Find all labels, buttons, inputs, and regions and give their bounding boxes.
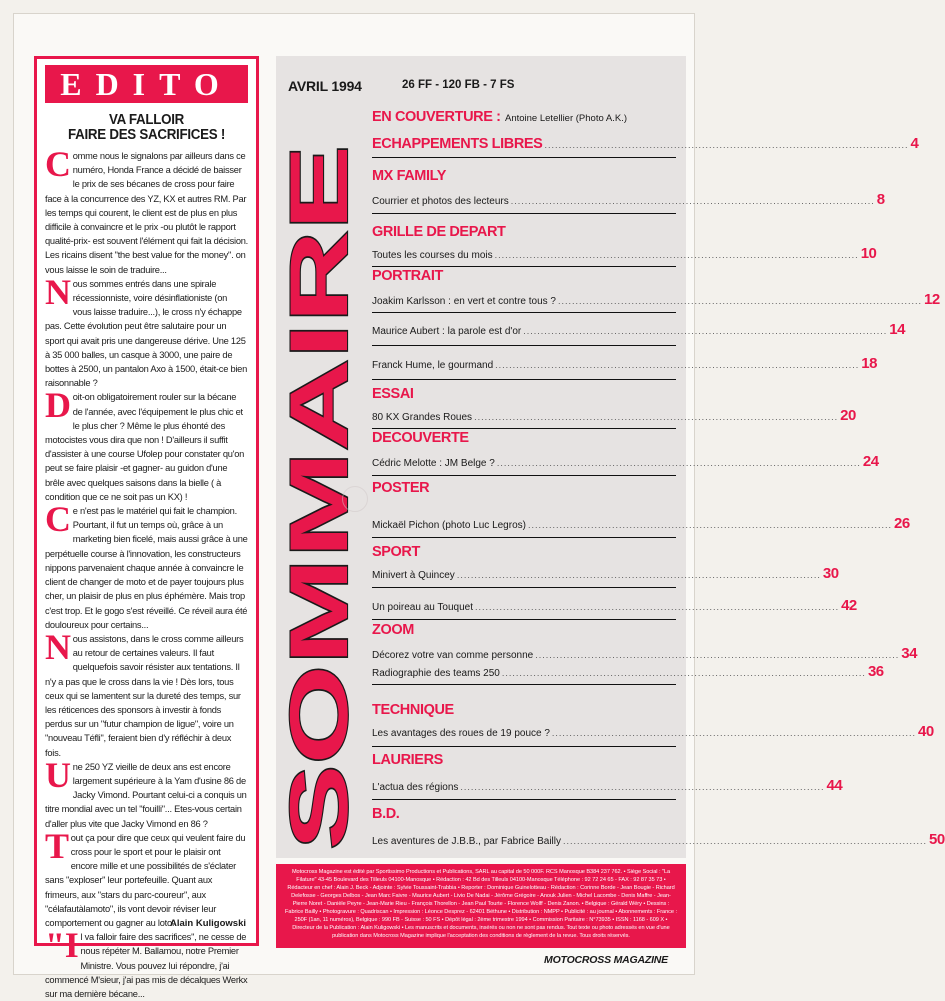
drop-cap: U xyxy=(45,754,71,795)
toc-label: Cédric Melotte : JM Belge ? xyxy=(372,458,495,469)
divider xyxy=(372,157,676,158)
toc-label: Toutes les courses du mois xyxy=(372,250,493,261)
toc-page-number: 8 xyxy=(876,191,885,208)
toc-label: ECHAPPEMENTS LIBRES xyxy=(372,136,543,152)
leader-dots: ........................................................................................................ xyxy=(475,602,840,612)
toc-page-number: 10 xyxy=(860,245,877,262)
section-poster: POSTER xyxy=(372,480,430,496)
magazine-page xyxy=(14,14,945,999)
leader-dots: ........................................................................................................ xyxy=(495,360,860,370)
issue-date: AVRIL 1994 xyxy=(288,78,362,94)
divider xyxy=(372,684,676,685)
toc-page-number: 24 xyxy=(862,453,879,470)
divider xyxy=(372,619,676,620)
section-lauriers: LAURIERS xyxy=(372,752,443,768)
section-technique: TECHNIQUE xyxy=(372,702,454,718)
drop-cap: C xyxy=(45,499,71,540)
toc-page-number: 40 xyxy=(917,723,934,740)
toc-page-number: 50 xyxy=(929,831,945,848)
paragraph-text: ous assistons, dans le cross comme ailleurs au retour de certaines valeurs. Il faut quelquefois savoir résister aux tentations. Il n'y a pas que le cross dans la vie ! Dès lors, tous ceux qui se lamentent sur la dureté des temps, sur les réticences des sponsors à investir à fonds perdus sur un "futur champion de ligue", voire un "nouveau Téfli", feraient bien d'y réfléchir à deux fois. xyxy=(45,633,244,758)
cover-credit: Antoine Letellier (Photo A.K.) xyxy=(505,113,627,124)
edito-body xyxy=(37,144,256,1001)
toc-page-number: 26 xyxy=(894,515,910,532)
toc-row-kx80[interactable] xyxy=(372,407,856,424)
edito-paragraph xyxy=(45,754,248,831)
edito-title xyxy=(53,113,240,143)
edito-paragraph xyxy=(45,925,248,1001)
toc-label: Mickaël Pichon (photo Luc Legros) xyxy=(372,520,526,531)
edito-paragraph xyxy=(45,626,248,760)
section-mx-family: MX FAMILY xyxy=(372,168,447,184)
paragraph-text: oit-on obligatoirement rouler sur la bécane de l'année, avec l'équipement le plus chic et le plus cher ? Même le plus éhonté des motocistes vous dira que non ! D'ailleurs il suffit d'assister à une course Ufolep pour constater qu'on peut se faire plaisir -et gagner- au guidon d'une brêle avec quelques saisons dans la bielle ( à condition que ce ne soit pas un KX) ! xyxy=(45,392,245,502)
edito-paragraph xyxy=(45,271,248,391)
toc-label: Courrier et photos des lecteurs xyxy=(372,196,509,207)
leader-dots: ........................................................................................................ xyxy=(456,570,821,580)
divider xyxy=(372,345,676,346)
divider xyxy=(372,428,676,429)
leader-dots: ........................................................................................................ xyxy=(544,140,909,150)
toc-row-courrier[interactable] xyxy=(372,191,885,208)
divider xyxy=(372,587,676,588)
divider xyxy=(372,213,676,214)
paragraph-text: ne 250 YZ vieille de deux ans est encore largement supérieure à la Yam d'usine 86 de Jacky Vimond. Pourtant celui-ci a conquis un titre mondial avec un tel "fouilli"... Etes-vous certain d'aller plus vite que Jacky Vimond en 86 ? xyxy=(45,761,247,829)
toc-row-decorez[interactable] xyxy=(372,645,917,662)
toc-label: 80 KX Grandes Roues xyxy=(372,412,473,423)
section-decouverte: DECOUVERTE xyxy=(372,430,469,446)
edito-banner: EDITO xyxy=(45,65,248,103)
toc-label: Maurice Aubert : la parole est d'or xyxy=(372,326,522,337)
toc-row-quincey[interactable] xyxy=(372,565,839,582)
toc-row-echappements[interactable] xyxy=(372,135,919,152)
toc-row-teams[interactable] xyxy=(372,663,884,680)
leader-dots: ........................................................................................................ xyxy=(523,326,888,336)
toc-page-number: 4 xyxy=(910,135,919,152)
edito-title-line-2: FAIRE DES SACRIFICES ! xyxy=(67,127,226,143)
toc-row-regions[interactable] xyxy=(372,777,843,794)
toc-page-number: 14 xyxy=(889,321,905,338)
divider xyxy=(372,475,676,476)
drop-cap: D xyxy=(45,385,71,426)
sommaire-panel xyxy=(274,56,945,858)
toc-label: L'actua des régions xyxy=(372,782,459,793)
toc-page-number: 12 xyxy=(924,291,940,308)
toc-label: Décorez votre van comme personne xyxy=(372,650,534,661)
drop-cap: C xyxy=(45,144,71,184)
divider xyxy=(372,379,676,380)
toc-page-number: 42 xyxy=(841,597,857,614)
leader-dots: ........................................................................................................ xyxy=(474,412,839,422)
drop-cap: T xyxy=(45,825,69,866)
faint-stamp-mark xyxy=(342,486,368,512)
issue-price: 26 FF - 120 FB - 7 FS xyxy=(402,79,515,91)
paragraph-text: out ça pour dire que ceux qui veulent faire du cross pour le sport et pour le plaisir ont encore mille et une possibilités de s'éclater sans "exploser" leur portefeuille. Quant aux frimeurs, aux "stars du parc-coureur", aux "célafautàlamoto", ils vont devoir réviser leur comportement ou gagner au loto. xyxy=(45,832,246,928)
edito-signature: Alain Kuligowski xyxy=(169,918,246,929)
leader-dots: ........................................................................................................ xyxy=(535,650,900,660)
sommaire-vertical-text: SOMMAIRE xyxy=(274,399,365,850)
edito-box xyxy=(34,56,259,999)
toc-label: Joakim Karlsson : en vert et contre tous ? xyxy=(372,296,556,307)
leader-dots: ........................................................................................................ xyxy=(551,728,916,738)
toc-label: Minivert à Quincey xyxy=(372,570,455,581)
section-essai: ESSAI xyxy=(372,386,414,402)
cover-label: EN COUVERTURE : xyxy=(372,109,501,125)
toc-page-number: 18 xyxy=(861,355,877,372)
divider xyxy=(372,312,676,313)
toc-page-number: 36 xyxy=(867,663,884,680)
section-bd: B.D. xyxy=(372,806,400,822)
toc-label: Radiographie des teams 250 xyxy=(372,668,500,679)
toc-label: Un poireau au Touquet xyxy=(372,602,474,613)
toc-row-roues19[interactable] xyxy=(372,723,934,740)
edito-paragraph xyxy=(45,385,248,504)
leader-dots: ........................................................................................................ xyxy=(494,250,859,260)
paragraph-text: l va falloir faire des sacrifices", ne cesse de nous répéter M. Ballamou, notre Premier Ministre. Vous pouvez lui répondre, j'ai commencé M'sieur, j'ai pas mis de décalques Werkx sur ma dernière bécane... xyxy=(45,932,248,999)
toc-row-pichon[interactable] xyxy=(372,515,910,532)
toc-page-number: 44 xyxy=(826,777,843,794)
leader-dots: ........................................................................................................ xyxy=(460,782,825,792)
toc-page-number: 30 xyxy=(822,565,839,582)
toc-page-number: 34 xyxy=(901,645,917,662)
paragraph-text: e n'est pas le matériel qui fait le champion. Pourtant, il fut un temps où, grâce à un marketing bien ficelé, mais aussi grâce à une perpétuelle course à l'innovation, les constructeurs nippons parvenaient chaque année à convaincre le client de changer de moto et de payer toujours plus cher, un plaisir de plus en plus éphémère. Mais trop c'est trop. Et le gogo s'est réveillé. Ce réveil aura été douloureux pour certains... xyxy=(45,506,248,630)
leader-dots: ........................................................................................................ xyxy=(510,196,875,206)
edito-title-line-1: VA FALLOIR xyxy=(108,112,185,128)
magazine-footer: MOTOCROSS MAGAZINE xyxy=(544,954,668,966)
section-grille: GRILLE DE DEPART xyxy=(372,224,506,240)
toc-label: Les avantages des roues de 19 pouce ? xyxy=(372,728,550,739)
publication-credits: Motocross Magazine est édité par Sportissimo Productions et Publications, SARL au capital de 50 000F. RCS Manosque B384 237 762. • Siège Social : "La Filature" 43-45 Boulevard des Tilleuls 04100-Manosque • Rédaction : 42 Bd des Tilleuls 04100-Manosque Téléphone : 92 72 24 65 - FAX : 92 87 35 73 • Rédacteur en chef : Alain J. Beck - Adjointe : Sylvie Toussaint-Trabbia • Reporter : Dominique Guinelotteau - Rédaction : Corinne Borde - Jean Bougie - Richard Delefosse - Georges Delbos - Jean Marc Faivre - Maurice Aubert - Livio De Nadai - Jérôme Grégoire - Anouk Julien - Michel Lacombe - Denis Maffre - Jean-Pierre Noret - Danièle Peyre - Jean-Marie Rieu - François Thorellon - Jean Paul Tourte - Florence Wolff - Denis Zanon. • Belgique : Gérald Wéry • Dessins : Fabrice Bailly • Photogravure : Quadriscan • Impression : Léonce Desprez - 62401 Béthune • Distribution : NMPP • Publicité : au journal • Abonnements : France : 250F (1an, 11 numéros), Belgique : 990 FB - Suisse : 50 FS • Dépôt légal : 2ème trimestre 1994 • Commission Paritaire : N°73935 • ISSN : 1168 - 609 X • Directeur de la Publication : Alain Kuligowski • Les manuscrits et documents, insérés ou non ne sont pas rendus. Tout texte ou photo adressés en vue d'une publication dans Motocross Magazine implique l'acceptation des conditions de règlement de la revue. Tous droits réservés. xyxy=(276,864,686,948)
leader-dots: ........................................................................................................ xyxy=(527,520,893,530)
drop-cap: "I xyxy=(45,925,79,966)
leader-dots: ........................................................................................................ xyxy=(501,668,866,678)
toc-row-karlsson[interactable] xyxy=(372,291,940,308)
toc-row-hume[interactable] xyxy=(372,355,877,372)
sommaire-vertical-title xyxy=(274,96,365,856)
leader-dots: ........................................................................................................ xyxy=(557,296,923,306)
section-sport: SPORT xyxy=(372,544,420,560)
paragraph-text: ous sommes entrés dans une spirale récessionniste, voire désinflationiste (on vous laisse traduire...), le cross n'y échappe pas. Cette évolution peut être salutaire pour un sport qui avait pris une dangereuse dérive. Une 125 à 35 000 balles, un casque à 3000, une paire de bottes à 2500, un pantalon Axo à 1500, était-ce bien raisonnable ? xyxy=(45,278,248,389)
toc-row-touquet[interactable] xyxy=(372,597,857,614)
cover-entry xyxy=(372,108,672,127)
toc-label: Les aventures de J.B.B., par Fabrice Bailly xyxy=(372,836,561,847)
divider xyxy=(372,746,676,747)
edito-paragraph xyxy=(45,499,248,632)
paragraph-text: omme nous le signalons par ailleurs dans ce numéro, Honda France a décidé de baisser le prix de ses bécanes de cross pour faire face à la concurrence des YZ, KX et autres RM. Par les temps qui courent, le client est de plus en plus difficile à convaincre et le prix -ou plutôt le rapport qualité-prix- est souvent l'élément qui fait la décision. Les ricains disent "the best value for the money". on vous laisse le soin de traduire... xyxy=(45,151,249,275)
drop-cap: N xyxy=(45,271,71,312)
toc-label: Franck Hume, le gourmand xyxy=(372,360,494,371)
toc-row-aubert[interactable] xyxy=(372,321,905,338)
edito-paragraph xyxy=(45,825,248,930)
leader-dots: ........................................................................................................ xyxy=(562,836,928,846)
edito-paragraph xyxy=(45,144,249,277)
toc-row-melotte[interactable] xyxy=(372,453,879,470)
toc-row-courses[interactable] xyxy=(372,245,877,262)
divider xyxy=(372,799,676,800)
drop-cap: N xyxy=(45,626,71,667)
toc-row-jbb[interactable] xyxy=(372,831,945,848)
leader-dots: ........................................................................................................ xyxy=(496,458,861,468)
toc-page-number: 20 xyxy=(840,407,856,424)
section-zoom: ZOOM xyxy=(372,622,414,638)
divider xyxy=(372,266,676,267)
section-portrait: PORTRAIT xyxy=(372,268,443,284)
divider xyxy=(372,537,676,538)
